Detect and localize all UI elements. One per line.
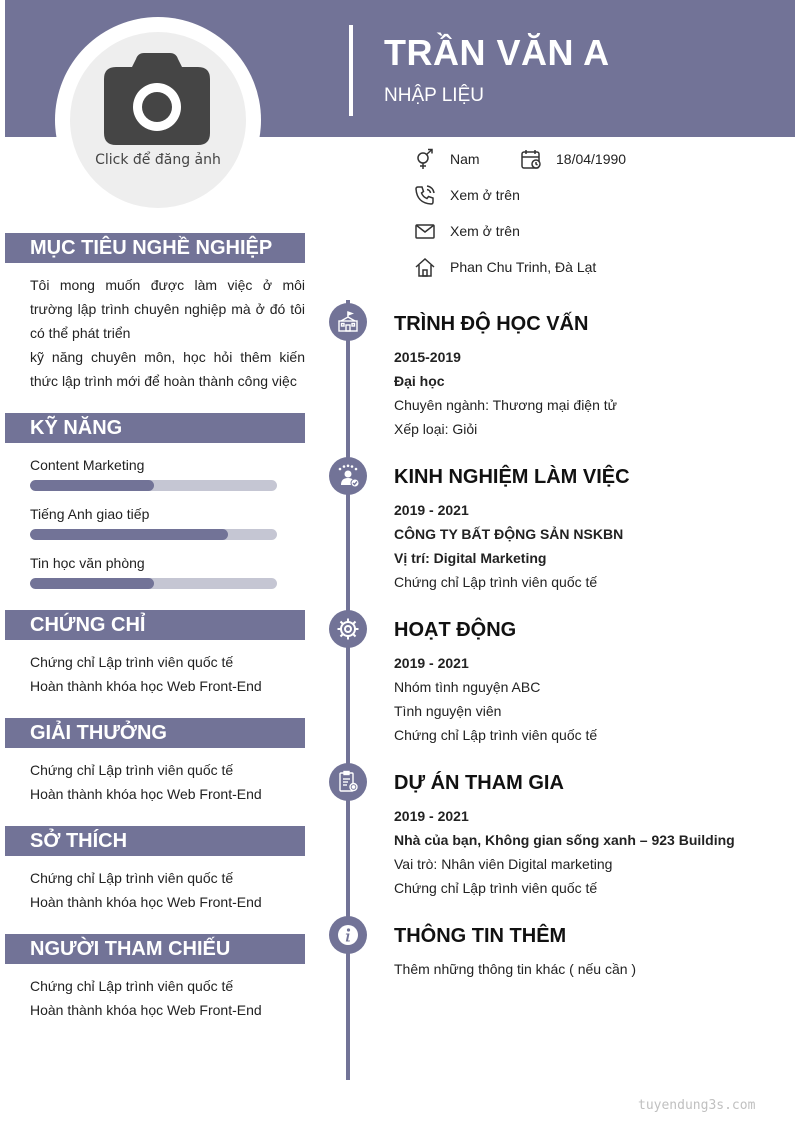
gender-row — [414, 148, 480, 170]
activities-period[interactable]: 2019 - 2021 — [394, 655, 469, 671]
references-title[interactable]: NGƯỜI THAM CHIẾU — [5, 934, 305, 964]
gear-icon — [336, 617, 360, 641]
skill-bar[interactable] — [30, 578, 277, 589]
project-document-icon — [336, 770, 360, 794]
objective-title[interactable]: MỤC TIÊU NGHỀ NGHIỆP — [5, 233, 305, 263]
skill-label[interactable]: Content Marketing — [30, 457, 145, 473]
education-degree[interactable]: Đại học — [394, 373, 445, 389]
watermark: tuyendung3s.com — [638, 1098, 756, 1113]
projects-title[interactable]: DỰ ÁN THAM GIA — [394, 772, 564, 794]
candidate-position[interactable]: NHẬP LIỆU — [384, 85, 484, 106]
worker-icon — [335, 463, 361, 489]
phone-icon — [414, 184, 436, 206]
certificate-item[interactable]: Hoàn thành khóa học Web Front-End — [30, 678, 262, 694]
education-timeline-marker — [329, 303, 367, 341]
phone-value[interactable]: Xem ở trên — [450, 187, 520, 203]
skills-title[interactable]: KỸ NĂNG — [5, 413, 305, 443]
award-item[interactable]: Hoàn thành khóa học Web Front-End — [30, 786, 262, 802]
address-row — [414, 256, 596, 278]
info-timeline-marker — [329, 916, 367, 954]
experience-title[interactable]: KINH NGHIỆM LÀM VIỆC — [394, 466, 630, 488]
projects-role[interactable]: Vai trò: Nhân viên Digital marketing — [394, 856, 613, 872]
school-icon — [336, 310, 360, 334]
skill-bar-fill — [30, 578, 154, 589]
education-period[interactable]: 2015-2019 — [394, 349, 461, 365]
hobby-item[interactable]: Hoàn thành khóa học Web Front-End — [30, 894, 262, 910]
experience-role[interactable]: Vị trí: Digital Marketing — [394, 550, 547, 566]
info-icon — [336, 923, 360, 947]
skill-bar-fill — [30, 529, 228, 540]
camera-icon[interactable] — [104, 53, 210, 145]
email-row — [414, 220, 520, 242]
reference-item[interactable]: Hoàn thành khóa học Web Front-End — [30, 1002, 262, 1018]
additional-info-title[interactable]: THÔNG TIN THÊM — [394, 925, 567, 947]
hobbies-title[interactable]: SỞ THÍCH — [5, 826, 305, 856]
award-item[interactable]: Chứng chỉ Lập trình viên quốc tế — [30, 762, 234, 778]
candidate-name[interactable]: TRẦN VĂN A — [384, 32, 610, 73]
skill-label[interactable]: Tiếng Anh giao tiếp — [30, 506, 150, 522]
projects-name[interactable]: Nhà của bạn, Không gian sống xanh – 923 Building — [394, 832, 735, 848]
certificate-item[interactable]: Chứng chỉ Lập trình viên quốc tế — [30, 654, 234, 670]
skill-bar[interactable] — [30, 529, 277, 540]
additional-info-detail[interactable]: Thêm những thông tin khác ( nếu cần ) — [394, 961, 637, 977]
skill-bar-fill — [30, 480, 154, 491]
activities-org[interactable]: Nhóm tình nguyện ABC — [394, 679, 541, 695]
awards-title[interactable]: GIẢI THƯỞNG — [5, 718, 305, 748]
education-grade[interactable]: Xếp loại: Giỏi — [394, 421, 478, 437]
gender-value[interactable]: Nam — [450, 151, 480, 167]
projects-timeline-marker — [329, 763, 367, 801]
avatar-upload-hint[interactable]: Click để đăng ảnh — [95, 152, 221, 168]
timeline-line — [346, 300, 350, 1080]
phone-row — [414, 184, 520, 206]
activities-timeline-marker — [329, 610, 367, 648]
experience-period[interactable]: 2019 - 2021 — [394, 502, 469, 518]
projects-detail[interactable]: Chứng chỉ Lập trình viên quốc tế — [394, 880, 598, 896]
education-title[interactable]: TRÌNH ĐỘ HỌC VẤN — [394, 313, 589, 335]
objective-text-2[interactable]: kỹ năng chuyên môn, học hỏi thêm kiến thức lập trình mới để hoàn thành công việc — [30, 349, 305, 389]
envelope-icon — [414, 220, 436, 242]
objective-text-1[interactable]: Tôi mong muốn được làm việc ở môi trường lập trình chuyên nghiệp mà ở đó tôi có thể phát triển — [30, 277, 305, 341]
education-major[interactable]: Chuyên ngành: Thương mại điện tử — [394, 397, 618, 413]
birthdate-row — [520, 148, 626, 170]
skill-bar[interactable] — [30, 480, 277, 491]
address-value[interactable]: Phan Chu Trinh, Đà Lạt — [450, 259, 597, 275]
experience-timeline-marker — [329, 457, 367, 495]
certificates-title[interactable]: CHỨNG CHỈ — [5, 610, 305, 640]
home-icon — [414, 256, 436, 278]
activities-detail[interactable]: Chứng chỉ Lập trình viên quốc tế — [394, 727, 598, 743]
birthdate-value[interactable]: 18/04/1990 — [556, 151, 627, 167]
name-divider — [349, 25, 353, 116]
experience-detail[interactable]: Chứng chỉ Lập trình viên quốc tế — [394, 574, 598, 590]
hobby-item[interactable]: Chứng chỉ Lập trình viên quốc tế — [30, 870, 234, 886]
projects-period[interactable]: 2019 - 2021 — [394, 808, 469, 824]
email-value[interactable]: Xem ở trên — [450, 223, 520, 239]
reference-item[interactable]: Chứng chỉ Lập trình viên quốc tế — [30, 978, 234, 994]
calendar-icon — [520, 148, 542, 170]
activities-role[interactable]: Tình nguyện viên — [394, 703, 502, 719]
gender-icon — [414, 148, 436, 170]
experience-company[interactable]: CÔNG TY BẤT ĐỘNG SẢN NSKBN — [394, 526, 624, 542]
activities-title[interactable]: HOẠT ĐỘNG — [394, 619, 517, 641]
skill-label[interactable]: Tin học văn phòng — [30, 555, 145, 571]
